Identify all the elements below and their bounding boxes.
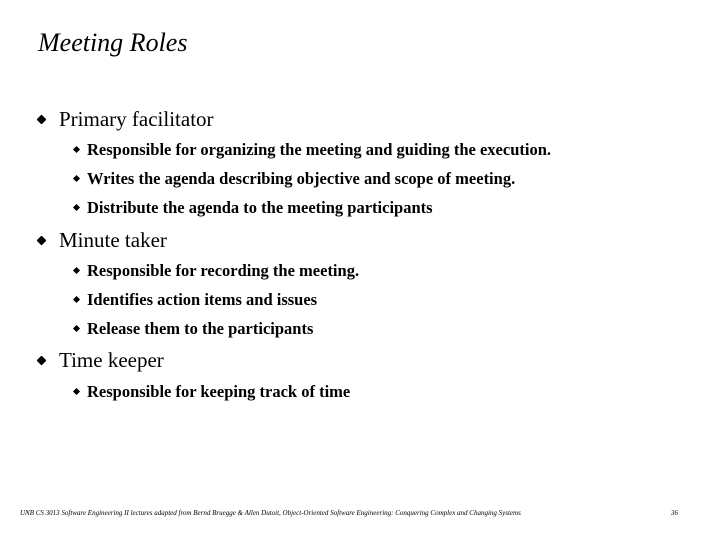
duty-item [74, 290, 317, 310]
role-label: Primary facilitator [59, 107, 214, 131]
role-label: Time keeper [59, 348, 164, 372]
duty-text: Identifies action items and issues [87, 290, 318, 309]
duty-text: Responsible for keeping track of time [87, 382, 351, 401]
duty-text: Responsible for organizing the meeting and guiding the execution. [87, 140, 552, 159]
duty-text: Distribute the agenda to the meeting participants [87, 198, 433, 217]
diamond-bullet-icon [73, 204, 80, 211]
duty-item [74, 140, 551, 160]
diamond-bullet-icon [73, 267, 80, 274]
duty-item [74, 169, 515, 189]
duty-text: Writes the agenda describing objective and scope of meeting. [87, 169, 516, 188]
duty-text: Responsible for recording the meeting. [87, 261, 360, 280]
role-item [38, 107, 214, 131]
diamond-bullet-icon [73, 175, 80, 182]
page-number: 36 [671, 509, 678, 517]
diamond-bullet-icon [37, 356, 47, 366]
slide-footer: UNB CS 3013 Software Engineering II lectures adapted from Bernd Bruegge & Allen Dutoit, Object-Oriented Software Engineering: Conquering Complex and Changing Systems [20, 509, 521, 517]
role-label: Minute taker [59, 228, 167, 252]
diamond-bullet-icon [73, 296, 80, 303]
duty-item [74, 319, 313, 339]
duty-item [74, 261, 359, 281]
diamond-bullet-icon [73, 325, 80, 332]
role-item [38, 348, 164, 372]
diamond-bullet-icon [37, 236, 47, 246]
diamond-bullet-icon [37, 115, 47, 125]
diamond-bullet-icon [73, 388, 80, 395]
diamond-bullet-icon [73, 146, 80, 153]
slide-title: Meeting Roles [38, 28, 188, 57]
duty-item [74, 382, 350, 402]
duty-item [74, 198, 433, 218]
role-item [38, 228, 167, 252]
duty-text: Release them to the participants [87, 319, 314, 338]
